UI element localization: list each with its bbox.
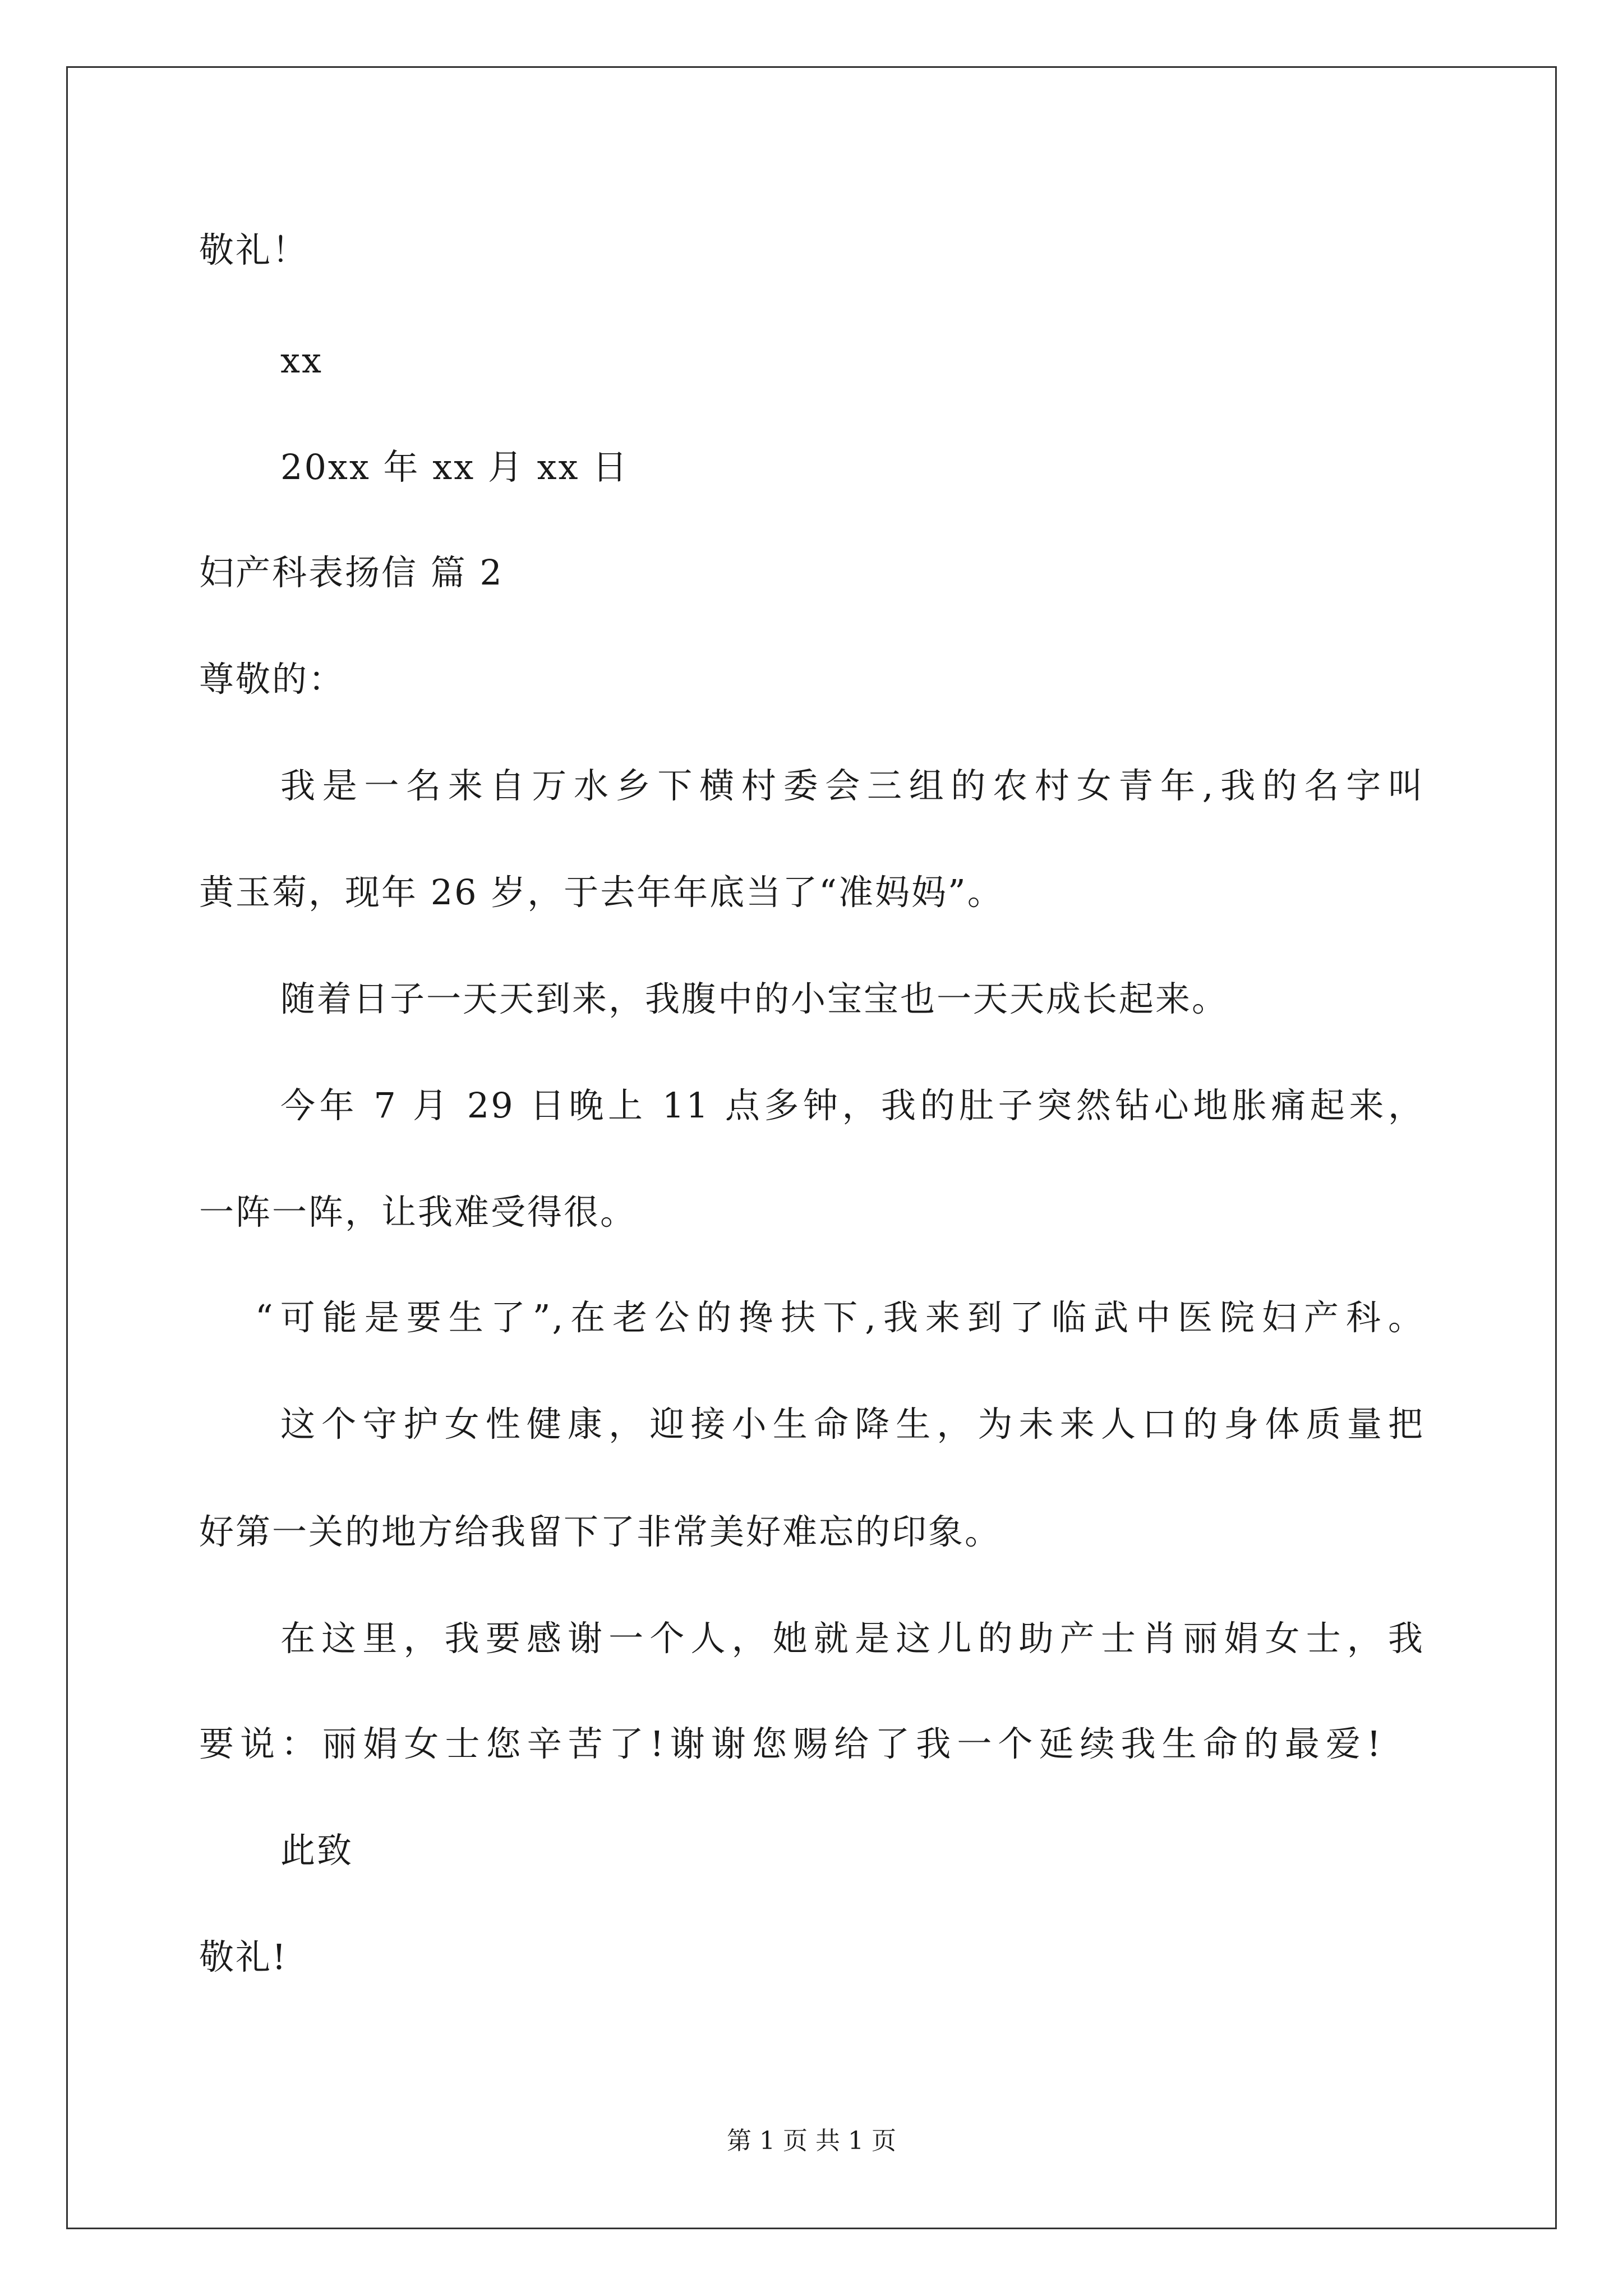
closing-salute-top: 敬礼！ <box>199 229 309 270</box>
signature-date: 20xx 年 xx 月 xx 日 <box>280 447 629 487</box>
signature-name: xx <box>280 340 323 381</box>
page-border <box>66 66 1557 2229</box>
paragraph-line: “可能是要生了”,在老公的搀扶下,我来到了临武中医院妇产科。 <box>255 1297 1424 1338</box>
paragraph-line: 黄玉菊，现年 26 岁，于去年年底当了“准妈妈”。 <box>199 872 1004 913</box>
paragraph-line: 这个守护女性健康，迎接小生命降生，为未来人口的身体质量把 <box>280 1404 1424 1444</box>
paragraph-line: 我是一名来自万水乡下横村委会三组的农村女青年,我的名字叫 <box>280 765 1424 806</box>
paragraph-line: 今年 7 月 29 日晚上 11 点多钟，我的肚子突然钻心地胀痛起来， <box>280 1085 1424 1126</box>
paragraph-line: 随着日子一天天到来，我腹中的小宝宝也一天天成长起来。 <box>280 978 1229 1019</box>
section-title: 妇产科表扬信 篇 2 <box>199 552 504 593</box>
paragraph-line: 一阵一阵，让我难受得很。 <box>199 1191 637 1232</box>
paragraph-line: 要说：丽娟女士您辛苦了!谢谢您赐给了我一个延续我生命的最爱! <box>199 1723 1382 1764</box>
page-footer: 第 1 页 共 1 页 <box>727 2127 896 2155</box>
salutation: 尊敬的： <box>199 659 345 700</box>
closing-salute-bottom: 敬礼! <box>199 1936 288 1977</box>
closing-zhi: 此致 <box>280 1830 354 1871</box>
paragraph-line: 好第一关的地方给我留下了非常美好难忘的印象。 <box>199 1511 1002 1552</box>
paragraph-line: 在这里，我要感谢一个人，她就是这儿的助产士肖丽娟女士，我 <box>280 1618 1424 1659</box>
